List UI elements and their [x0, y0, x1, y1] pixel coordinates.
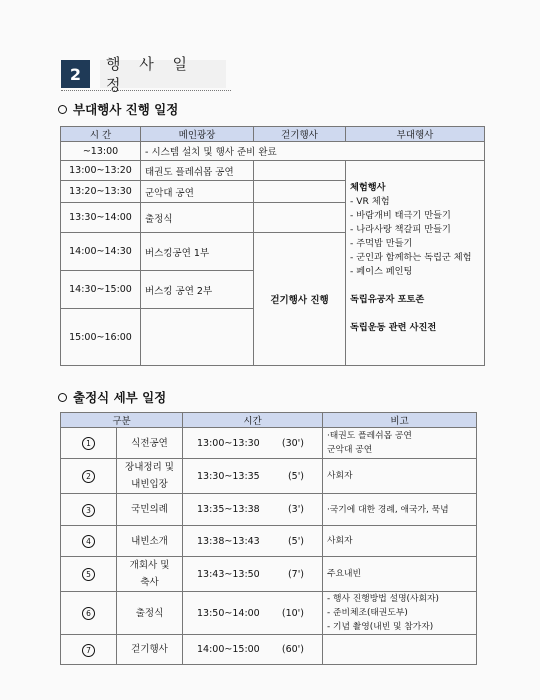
row-duration: (5') — [287, 470, 305, 482]
row-note-line: 사회자 — [327, 536, 353, 546]
section-title: 행 사 일 정 — [100, 60, 226, 88]
row-walk — [254, 181, 346, 203]
row-time — [183, 459, 323, 494]
row-note-line: - 기념 촬영(내빈 및 참가자) — [327, 622, 434, 632]
header-category: 구분 — [61, 413, 183, 428]
events-heading — [58, 100, 178, 118]
row-category-line: 개회사 및 — [129, 560, 170, 571]
row-main — [141, 309, 254, 366]
row-main: 버스킹 공연 2부 — [141, 271, 254, 309]
header-main: 메인광장 — [141, 127, 254, 142]
row-walk — [254, 161, 346, 181]
row-category — [117, 557, 183, 592]
row-time — [183, 557, 323, 592]
row-note-line: ·태권도 플레쉬몹 공연 — [327, 431, 412, 441]
row-time: 13:30~14:00 — [61, 203, 141, 233]
row-note-line: - 준비체조(태권도부) — [327, 608, 408, 618]
table-row — [61, 142, 485, 161]
side-item: - 페이스 페인팅 — [350, 266, 413, 277]
row-notes — [323, 557, 477, 592]
row-category — [117, 635, 183, 665]
row-number-badge: 6 — [82, 607, 95, 620]
bullet-circle-icon — [58, 393, 67, 402]
row-time — [183, 635, 323, 665]
row-time — [183, 592, 323, 635]
row-time-range: 13:43~13:50 — [197, 568, 260, 580]
row-category-line: 내빈소개 — [131, 535, 168, 547]
row-category — [117, 459, 183, 494]
row-category-line: 축사 — [140, 577, 159, 588]
side-item: - VR 체험 — [350, 196, 390, 207]
row-notes — [323, 459, 477, 494]
row-time — [183, 494, 323, 526]
row-time: 13:00~13:20 — [61, 161, 141, 181]
side-title: 체험행사 — [350, 182, 386, 193]
row-category — [117, 494, 183, 526]
ceremony-heading-text: 출정식 세부 일정 — [73, 390, 167, 405]
table-row — [61, 428, 477, 459]
row-note-line: 사회자 — [327, 471, 353, 481]
header-walk: 걷기행사 — [254, 127, 346, 142]
header-notes: 비고 — [323, 413, 477, 428]
row-category-line: 국민의례 — [131, 504, 168, 515]
row-category — [117, 526, 183, 557]
row-time-range: 13:35~13:38 — [197, 504, 260, 515]
row-note-line: 주요내빈 — [327, 569, 362, 579]
row-category-line: 내빈입장 — [131, 479, 168, 490]
row-time: ~13:00 — [61, 142, 141, 161]
row-number — [61, 494, 117, 526]
row-number — [61, 635, 117, 665]
row-note-line: ·국기에 대한 경례, 애국가, 묵념 — [327, 504, 449, 515]
row-duration: (30') — [281, 437, 305, 449]
row-duration: (7') — [287, 568, 305, 580]
table-row — [61, 526, 477, 557]
row-main: 출정식 — [141, 203, 254, 233]
row-note-line: 군악대 공연 — [327, 445, 373, 455]
row-time: 14:30~15:00 — [61, 271, 141, 309]
row-notes — [323, 526, 477, 557]
row-number-badge: 2 — [82, 470, 95, 483]
walk-event-cell: 걷기행사 진행 — [254, 233, 346, 366]
row-note-line: - 행사 진행방법 설명(사회자) — [327, 594, 439, 604]
section-divider — [61, 90, 231, 91]
row-main: 버스킹공연 1부 — [141, 233, 254, 271]
table-row — [61, 635, 477, 665]
row-category — [117, 428, 183, 459]
row-walk — [254, 203, 346, 233]
row-category-line: 장내정리 및 — [125, 462, 174, 473]
row-time-range: 13:30~13:35 — [197, 470, 260, 482]
row-category-line: 걷기행사 — [131, 644, 168, 655]
header-time: 시간 — [183, 413, 323, 428]
side-events-cell — [346, 161, 485, 366]
row-number-badge: 3 — [82, 504, 95, 517]
row-time: 14:00~14:30 — [61, 233, 141, 271]
row-time-range: 14:00~15:00 — [197, 644, 260, 655]
table-header-row — [61, 127, 485, 142]
row-notes — [323, 428, 477, 459]
row-notes — [323, 494, 477, 526]
row-duration: (10') — [281, 607, 305, 619]
table-row — [61, 494, 477, 526]
row-category-line: 식전공연 — [131, 437, 168, 449]
ceremony-table — [60, 412, 477, 665]
bullet-circle-icon — [58, 105, 67, 114]
row-time: 15:00~16:00 — [61, 309, 141, 366]
row-number — [61, 526, 117, 557]
table-row — [61, 557, 477, 592]
row-main: - 시스템 설치 및 행사 준비 완료 — [141, 142, 485, 161]
row-category-line: 출정식 — [135, 607, 164, 619]
table-row — [61, 592, 477, 635]
row-main: 군악대 공연 — [141, 181, 254, 203]
row-number — [61, 428, 117, 459]
row-number-badge: 1 — [82, 437, 95, 450]
table-header-row — [61, 413, 477, 428]
ceremony-heading — [58, 388, 166, 406]
header-time: 시 간 — [61, 127, 141, 142]
row-number-badge: 4 — [82, 535, 95, 548]
table-row — [61, 161, 485, 181]
side-extra-photozone: 독립유공자 포토존 — [350, 294, 425, 305]
row-time-range: 13:00~13:30 — [197, 437, 260, 449]
section-number: 2 — [61, 60, 90, 88]
row-notes — [323, 592, 477, 635]
row-time — [183, 526, 323, 557]
row-time — [183, 428, 323, 459]
row-time-range: 13:38~13:43 — [197, 535, 260, 547]
row-number — [61, 557, 117, 592]
row-number — [61, 459, 117, 494]
side-item: - 나라사랑 책갈피 만들기 — [350, 224, 451, 235]
row-notes — [323, 635, 477, 665]
row-number-badge: 7 — [82, 644, 95, 657]
events-heading-text: 부대행사 진행 일정 — [73, 102, 179, 117]
row-number-badge: 5 — [82, 568, 95, 581]
events-table — [60, 126, 485, 366]
side-item: - 주먹밥 만들기 — [350, 238, 413, 249]
side-item: - 바람개비 태극기 만들기 — [350, 210, 451, 221]
side-extra-exhibition: 독립운동 관련 사진전 — [350, 322, 437, 333]
row-duration: (5') — [287, 535, 305, 547]
header-side: 부대행사 — [346, 127, 485, 142]
row-time: 13:20~13:30 — [61, 181, 141, 203]
row-number — [61, 592, 117, 635]
row-main: 태권도 플레쉬몹 공연 — [141, 161, 254, 181]
row-category — [117, 592, 183, 635]
table-row — [61, 459, 477, 494]
row-duration: (3') — [287, 504, 305, 515]
row-time-range: 13:50~14:00 — [197, 607, 260, 619]
row-duration: (60') — [281, 644, 305, 655]
side-item: - 군인과 함께하는 독립군 체험 — [350, 252, 472, 263]
